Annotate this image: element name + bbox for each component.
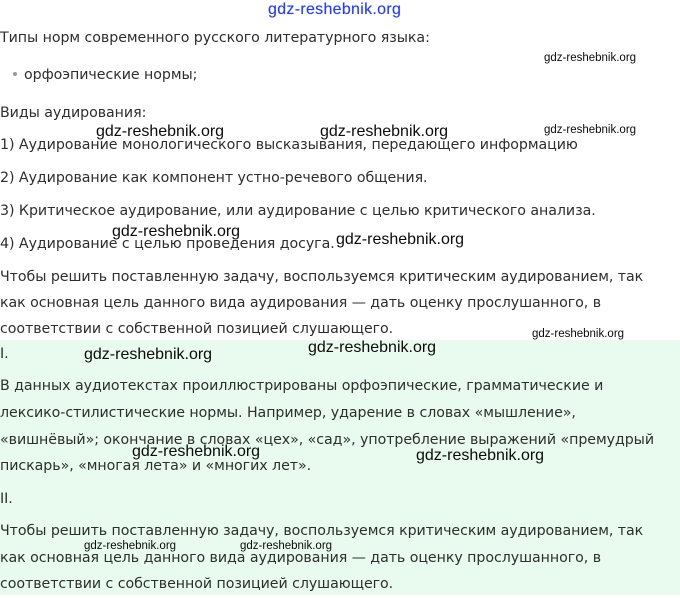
listening-heading: Виды аудирования:	[0, 105, 147, 121]
answer-part2-line: соответствии с собственной позицией слушающего.	[0, 576, 394, 592]
watermark: gdz-reshebnik.org	[532, 328, 625, 340]
answer-part2-line: Чтобы решить поставленную задачу, воспользуемся критическим аудированием, так	[0, 523, 644, 539]
answer-part1-line: лексико-стилистические нормы. Например, ударение в словах «мышление»,	[0, 405, 576, 421]
conclusion-line: Чтобы решить поставленную задачу, воспользуемся критическим аудированием, так	[0, 269, 644, 285]
norms-item: орфоэпические нормы;	[24, 67, 198, 83]
header-watermark: gdz-reshebnik.org	[268, 1, 402, 18]
bullet-icon	[13, 72, 17, 76]
answer-part1-label: I.	[0, 346, 9, 362]
watermark: gdz-reshebnik.org	[96, 123, 225, 140]
listening-item-1: 1) Аудирование монологического высказывания, передающего информацию	[0, 137, 578, 153]
answer-part2-label: II.	[0, 491, 13, 507]
listening-item-4: 4) Аудирование с целью проведения досуга.	[0, 236, 335, 252]
watermark: gdz-reshebnik.org	[308, 339, 437, 356]
watermark: gdz-reshebnik.org	[112, 223, 241, 240]
answer-part2-line: как основная цель данного вида аудирования — дать оценку прослушанного, в	[0, 550, 602, 566]
answer-part1-line: «вишнёвый»; окончание в словах «цех», «сад», употребление выражений «премудрый	[0, 432, 655, 448]
conclusion-line: соответствии с собственной позицией слушающего.	[0, 321, 394, 337]
watermark: gdz-reshebnik.org	[336, 231, 465, 248]
watermark: gdz-reshebnik.org	[320, 123, 449, 140]
watermark: gdz-reshebnik.org	[84, 540, 177, 552]
watermark: gdz-reshebnik.org	[132, 443, 261, 460]
watermark: gdz-reshebnik.org	[416, 447, 545, 464]
watermark: gdz-reshebnik.org	[544, 52, 637, 64]
conclusion-line: как основная цель данного вида аудирования — дать оценку прослушанного, в	[0, 295, 602, 311]
watermark: gdz-reshebnik.org	[544, 124, 637, 136]
answer-part1-line: пискарь», «многая лета» и «многих лет».	[0, 458, 312, 474]
norms-heading: Типы норм современного русского литературного языка:	[0, 30, 430, 46]
watermark: gdz-reshebnik.org	[84, 346, 213, 363]
answer-part1-line: В данных аудиотекстах проиллюстрированы орфоэпические, грамматические и	[0, 378, 604, 394]
watermark: gdz-reshebnik.org	[240, 540, 333, 552]
listening-item-2: 2) Аудирование как компонент устно-речевого общения.	[0, 170, 428, 186]
listening-item-3: 3) Критическое аудирование, или аудирование с целью критического анализа.	[0, 203, 596, 219]
